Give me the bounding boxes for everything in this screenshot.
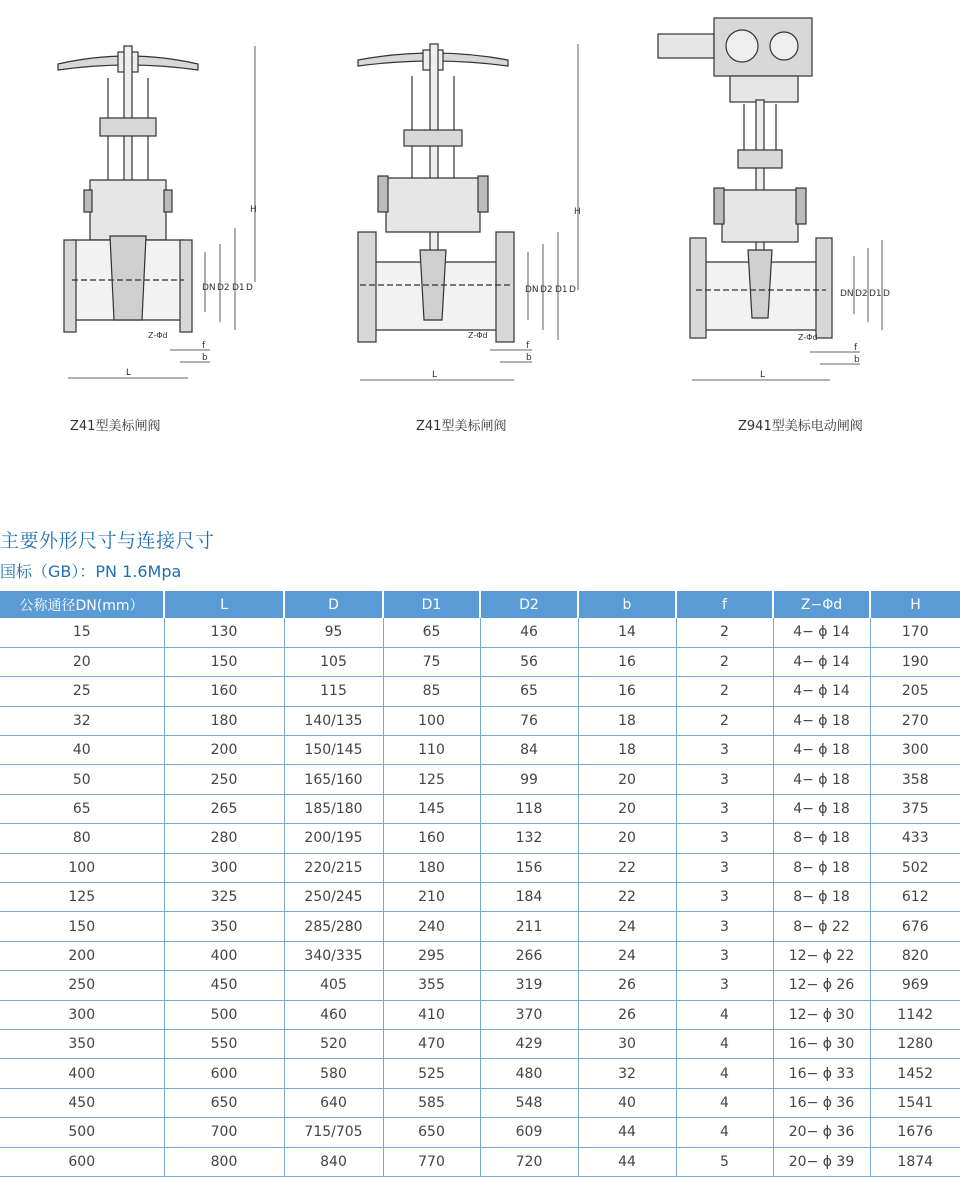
table-cell: 650 [383,1118,480,1147]
table-cell: 44 [578,1147,676,1176]
table-cell: 4 [676,1000,773,1029]
table-cell: 20 [578,824,676,853]
table-cell: 40 [0,736,164,765]
table-cell: 150 [0,912,164,941]
table-cell: 130 [164,618,284,647]
table-cell: 400 [0,1059,164,1088]
table-cell: 180 [383,853,480,882]
table-cell: 95 [284,618,383,647]
table-cell: 24 [578,912,676,941]
table-header-row [0,591,960,618]
table-cell: 3 [676,883,773,912]
table-row [0,883,960,912]
table-cell: 266 [480,941,578,970]
table-cell: 285/280 [284,912,383,941]
table-cell: 433 [870,824,960,853]
table-cell: 3 [676,971,773,1000]
table-cell: 170 [870,618,960,647]
table-cell: 100 [383,706,480,735]
table-cell: 500 [0,1118,164,1147]
table-cell: 4− ϕ 14 [773,618,870,647]
dim-label: H [574,207,581,217]
table-cell: 125 [383,765,480,794]
section-heading: 主要外形尺寸与连接尺寸 [0,530,215,552]
table-cell: 2 [676,647,773,676]
z41-valve-labels-2 [350,0,600,400]
table-cell: 580 [284,1059,383,1088]
dim-label: DN [202,283,216,293]
table-cell: 2 [676,677,773,706]
table-cell: 105 [284,647,383,676]
table-cell: 30 [578,1029,676,1058]
dim-label: f [854,343,858,353]
table-row [0,1000,960,1029]
dim-label: f [526,341,530,351]
table-cell: 250 [0,971,164,1000]
dim-label: D1 [232,283,245,293]
column-header: D [284,591,383,618]
table-cell: 165/160 [284,765,383,794]
table-cell: 609 [480,1118,578,1147]
table-cell: 4− ϕ 18 [773,765,870,794]
figure-z941-electric-valve [650,0,900,400]
table-cell: 550 [164,1029,284,1058]
table-cell: 211 [480,912,578,941]
z41-valve-labels-1 [50,0,280,400]
table-cell: 4 [676,1118,773,1147]
valve-drawings [0,0,960,450]
table-cell: 1874 [870,1147,960,1176]
column-header: b [578,591,676,618]
table-cell: 2 [676,618,773,647]
table-cell: 140/135 [284,706,383,735]
column-header: D1 [383,591,480,618]
table-cell: 600 [0,1147,164,1176]
table-cell: 14 [578,618,676,647]
table-cell: 100 [0,853,164,882]
table-cell: 185/180 [284,794,383,823]
table-cell: 4− ϕ 18 [773,794,870,823]
table-cell: 429 [480,1029,578,1058]
table-cell: 18 [578,706,676,735]
table-cell: 22 [578,883,676,912]
table-row [0,1118,960,1147]
table-cell: 200 [0,941,164,970]
table-cell: 3 [676,794,773,823]
dim-label: D2 [855,289,868,299]
table-cell: 65 [480,677,578,706]
table-cell: 3 [676,736,773,765]
table-cell: 20 [578,765,676,794]
table-cell: 350 [164,912,284,941]
figure-caption: Z941型美标电动闸阀 [738,419,863,434]
dim-label: Z-Φd [148,331,168,340]
table-cell: 46 [480,618,578,647]
table-cell: 16 [578,647,676,676]
table-cell: 450 [164,971,284,1000]
table-cell: 4 [676,1059,773,1088]
table-row [0,1147,960,1176]
table-cell: 26 [578,1000,676,1029]
table-cell: 240 [383,912,480,941]
dim-label: L [126,368,132,378]
table-cell: 265 [164,794,284,823]
table-cell: 12− ϕ 22 [773,941,870,970]
table-cell: 200/195 [284,824,383,853]
table-cell: 5 [676,1147,773,1176]
dim-label: b [854,355,860,365]
standard-subheading: 国标（GB）：PN 1.6Mpa [0,562,182,581]
table-cell: 1280 [870,1029,960,1058]
table-cell: 355 [383,971,480,1000]
dim-label: D2 [540,285,553,295]
table-cell: 600 [164,1059,284,1088]
dim-label: b [202,353,208,363]
table-cell: 4− ϕ 18 [773,736,870,765]
table-row [0,677,960,706]
table-cell: 1541 [870,1088,960,1117]
dim-label: DN [525,285,539,295]
table-cell: 200 [164,736,284,765]
table-cell: 358 [870,765,960,794]
table-cell: 65 [0,794,164,823]
table-cell: 156 [480,853,578,882]
dim-label: Z-Φd [468,331,488,340]
table-cell: 3 [676,765,773,794]
table-cell: 26 [578,971,676,1000]
table-cell: 715/705 [284,1118,383,1147]
table-cell: 15 [0,618,164,647]
table-cell: 20− ϕ 39 [773,1147,870,1176]
table-cell: 676 [870,912,960,941]
table-row [0,912,960,941]
table-cell: 20− ϕ 36 [773,1118,870,1147]
table-cell: 85 [383,677,480,706]
dim-label: b [526,353,532,363]
table-cell: 16− ϕ 30 [773,1029,870,1058]
table-cell: 132 [480,824,578,853]
table-cell: 370 [480,1000,578,1029]
table-cell: 190 [870,647,960,676]
table-cell: 56 [480,647,578,676]
table-cell: 480 [480,1059,578,1088]
dim-label: f [202,341,206,351]
table-cell: 820 [870,941,960,970]
table-cell: 160 [164,677,284,706]
figure-z41-valve-1 [50,0,280,400]
table-cell: 3 [676,824,773,853]
table-cell: 75 [383,647,480,676]
table-cell: 250/245 [284,883,383,912]
table-cell: 16 [578,677,676,706]
table-cell: 65 [383,618,480,647]
table-cell: 470 [383,1029,480,1058]
table-cell: 24 [578,941,676,970]
table-cell: 180 [164,706,284,735]
table-cell: 44 [578,1118,676,1147]
dim-label: D [246,283,253,293]
dimensions-table [0,591,960,1177]
table-cell: 184 [480,883,578,912]
table-cell: 2 [676,706,773,735]
table-cell: 525 [383,1059,480,1088]
table-cell: 76 [480,706,578,735]
table-cell: 210 [383,883,480,912]
table-cell: 12− ϕ 30 [773,1000,870,1029]
table-cell: 969 [870,971,960,1000]
dim-label: L [760,370,766,380]
table-cell: 4 [676,1029,773,1058]
table-cell: 770 [383,1147,480,1176]
table-cell: 460 [284,1000,383,1029]
table-cell: 115 [284,677,383,706]
table-cell: 650 [164,1088,284,1117]
table-row [0,971,960,1000]
table-row [0,647,960,676]
table-cell: 80 [0,824,164,853]
table-cell: 585 [383,1088,480,1117]
table-cell: 32 [578,1059,676,1088]
table-cell: 110 [383,736,480,765]
table-cell: 150 [164,647,284,676]
table-cell: 405 [284,971,383,1000]
table-cell: 720 [480,1147,578,1176]
table-cell: 12− ϕ 26 [773,971,870,1000]
table-cell: 340/335 [284,941,383,970]
table-cell: 160 [383,824,480,853]
dim-label: Z-Φd [798,333,818,342]
table-cell: 220/215 [284,853,383,882]
table-cell: 410 [383,1000,480,1029]
table-cell: 8− ϕ 18 [773,853,870,882]
column-header: D2 [480,591,578,618]
table-row [0,941,960,970]
table-cell: 145 [383,794,480,823]
table-cell: 700 [164,1118,284,1147]
figure-caption: Z41型美标闸阀 [416,419,507,434]
column-header: H [870,591,960,618]
table-cell: 150/145 [284,736,383,765]
table-cell: 300 [0,1000,164,1029]
table-cell: 8− ϕ 18 [773,883,870,912]
dim-label: D [569,285,576,295]
table-cell: 400 [164,941,284,970]
table-cell: 502 [870,853,960,882]
table-cell: 325 [164,883,284,912]
table-cell: 50 [0,765,164,794]
dim-label: H [250,205,257,215]
table-cell: 18 [578,736,676,765]
table-cell: 118 [480,794,578,823]
table-cell: 548 [480,1088,578,1117]
table-cell: 8− ϕ 22 [773,912,870,941]
table-cell: 3 [676,912,773,941]
table-row [0,824,960,853]
column-header: 公称通径DN(mm） [0,591,164,618]
figure-caption: Z41型美标闸阀 [70,419,161,434]
table-cell: 16− ϕ 36 [773,1088,870,1117]
table-cell: 1452 [870,1059,960,1088]
table-cell: 8− ϕ 18 [773,824,870,853]
table-cell: 205 [870,677,960,706]
table-cell: 800 [164,1147,284,1176]
table-cell: 640 [284,1088,383,1117]
dim-label: D1 [869,289,882,299]
table-cell: 375 [870,794,960,823]
table-cell: 32 [0,706,164,735]
table-row [0,794,960,823]
figure-z41-valve-2 [350,0,600,400]
dim-label: D1 [555,285,568,295]
table-cell: 3 [676,853,773,882]
table-cell: 270 [870,706,960,735]
table-cell: 40 [578,1088,676,1117]
dim-label: D [883,289,890,299]
table-cell: 125 [0,883,164,912]
dim-label: D2 [217,283,230,293]
table-row [0,765,960,794]
table-cell: 280 [164,824,284,853]
column-header: L [164,591,284,618]
table-cell: 295 [383,941,480,970]
table-row [0,736,960,765]
table-cell: 520 [284,1029,383,1058]
table-row [0,706,960,735]
table-cell: 4− ϕ 14 [773,677,870,706]
table-cell: 450 [0,1088,164,1117]
table-cell: 250 [164,765,284,794]
table-row [0,618,960,647]
table-cell: 16− ϕ 33 [773,1059,870,1088]
table-cell: 300 [164,853,284,882]
table-cell: 3 [676,941,773,970]
z941-valve-labels [650,0,900,400]
table-cell: 612 [870,883,960,912]
dim-label: L [432,370,438,380]
table-cell: 22 [578,853,676,882]
column-header: f [676,591,773,618]
dim-label: DN [840,289,854,299]
table-body [0,618,960,1176]
table-cell: 4 [676,1088,773,1117]
column-header: Z−Φd [773,591,870,618]
table-cell: 319 [480,971,578,1000]
table-cell: 4− ϕ 14 [773,647,870,676]
table-row [0,1029,960,1058]
table-row [0,1088,960,1117]
table-cell: 1142 [870,1000,960,1029]
table-cell: 350 [0,1029,164,1058]
table-row [0,1059,960,1088]
table-cell: 1676 [870,1118,960,1147]
table-cell: 84 [480,736,578,765]
table-cell: 99 [480,765,578,794]
table-cell: 840 [284,1147,383,1176]
table-cell: 4− ϕ 18 [773,706,870,735]
table-cell: 500 [164,1000,284,1029]
table-row [0,853,960,882]
table-cell: 300 [870,736,960,765]
table-cell: 20 [578,794,676,823]
table-cell: 20 [0,647,164,676]
table-cell: 25 [0,677,164,706]
